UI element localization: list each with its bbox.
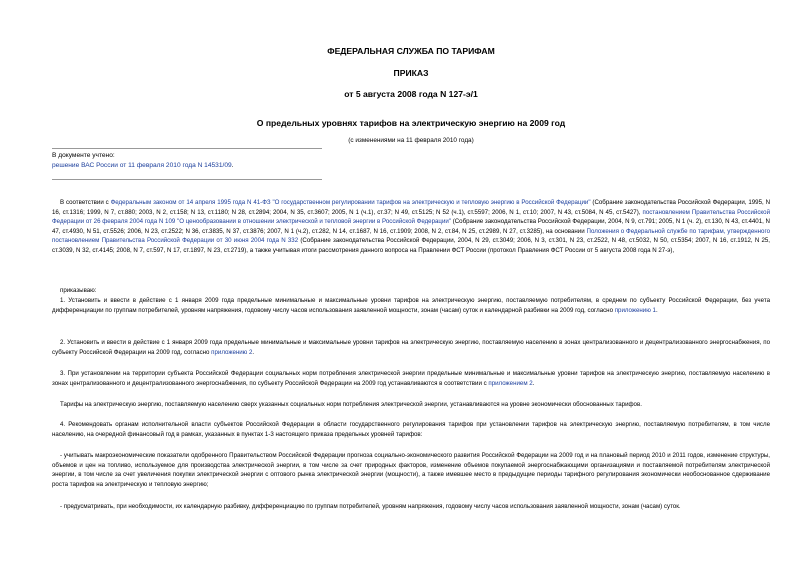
bullet-2-paragraph — [52, 502, 770, 512]
doc-date-number: от 5 августа 2008 года N 127-э/1 — [344, 89, 478, 99]
doc-type-heading: ПРИКАЗ — [393, 68, 429, 78]
item-2-end: . — [252, 348, 255, 356]
preamble-text-2: (Собрание законодательства Российской Федерации, 1995, N 16, ст.1316; 1999, N 7, ст.880; 2003, N 2, ст.158; N 13, ст.1180; N 28, ст.2894; 2004, N 35, ст.3607; 2005, N 1 (ч.1), ст.37; N 49, ст.5125; N 52 (ч.1), ст.5597; 2006, N 1, ст.10; 2007, N 43, ст.5084, N 45, ст.5427), — [52, 199, 771, 216]
item-3-text: 3. При установлении на территории субъекта Российской Федерации социальных норм потребления электрической энергии предельные минимальные и максимальные уровни тарифов на электрическую энергию, поставляемую населению в зонах централизованного и децентрализованного энергоснабжения, по субъекту Российской Федерации на 2009 год устанавливаются в соответствии с — [52, 370, 770, 387]
item-1-paragraph — [52, 296, 770, 315]
note-top-divider — [52, 148, 322, 149]
item-1-text: 1. Установить и ввести в действие с 1 января 2009 года предельные минимальные и максимальные уровни тарифов на электрическую энергию, поставляемую потребителям, в среднем по субъекту Российской Федерации, без учета дифференциации по группам потребителей, уровням напряжения, годовому числу часов использования заявленной мощности, зонам (часам) суток и календарной разбивки на 2009 год, согласно — [52, 297, 770, 314]
note-block — [52, 151, 322, 171]
appendix-1-link[interactable]: приложению 1 — [614, 306, 656, 314]
order-word-text: приказываю: — [60, 287, 97, 294]
government-resolution-link[interactable]: постановлением Правительства Российской Федерации от 26 февраля 2004 года N 109 "О ценообразовании в отношении электрической и тепловой энергии в Российской Федерации" — [52, 208, 771, 226]
note-bottom-divider — [52, 179, 322, 180]
bullet-1-paragraph — [52, 451, 770, 489]
item-2-paragraph — [52, 338, 770, 357]
note-end: . — [231, 162, 234, 169]
revision-note: (с изменениями на 11 февраля 2010 года) — [348, 137, 474, 144]
appendix-2-link-2[interactable]: приложением 2 — [488, 379, 533, 387]
preamble-text-4: (Собрание законодательства Российской Федерации, 2004, N 29, ст.3049; 2006, N 3, ст.301, N 23, ст.2522, N 48, ст.5032, N 50, ст.5354; 2007, N 16, ст.1912, N 25, ст.3039, N 32, ст.4145; 2008, N 7, ст.597, N 17, ст.1897, N 23, ст.2719), а также учитывая итоги рассмотрения данного вопроса на Правлении ФСТ России (протокол Правления ФСТ России от 5 августа 2008 года N 27-э), — [52, 237, 771, 254]
tariffs-paragraph — [52, 400, 770, 410]
preamble-paragraph — [52, 198, 770, 256]
tariffs-text: Тарифы на электрическую энергию, поставляемую населению сверх указанных социальных норм потребления электрической энергии, устанавливаются на уровне экономически обоснованных тарифов. — [60, 401, 642, 408]
item-4-paragraph — [52, 420, 770, 439]
note-label: В документе учтено: — [52, 152, 115, 159]
item-3-paragraph — [52, 369, 770, 388]
item-3-end: . — [532, 379, 535, 387]
note-link[interactable]: решение ВАС России от 11 февраля 2010 года N 14531/09 — [52, 162, 232, 169]
bullet-1-text: - учитывать макроэкономические показатели одобренного Правительством Российской Федерации прогноза социально-экономического развития Российской Федерации на 2009 год и на плановый период 2010 и 2011 годов, изменение структуры, объемов и цен на топливо, используемое для производства электрической энергии, в том числе за счет природных факторов, изменение объемов покупаемой энергоснабжающими организациями и поставляемой потребителям электрической энергии, в том числе за счет увеличения покупки электрической энергии с оптового рынка электрической энергии (мощности), а также имевшее место в предыдущие периоды тарифного регулирования экономически необоснованное сдерживание роста тарифов на электрическую и тепловую энергию; — [52, 452, 770, 488]
doc-title: О предельных уровнях тарифов на электрическую энергию на 2009 год — [256, 118, 566, 128]
fst-regulation-link[interactable]: Положения о Федеральной службе по тарифам, утвержденного постановлением Правительства Российской Федерации от 30 июня 2004 года N 332 — [52, 227, 770, 245]
bullet-2-text: - предусматривать, при необходимости, их календарную разбивку, дифференциацию по группам потребителей, уровням напряжения, годовому числу часов использования заявленной мощности, зонам (часам) суток. — [60, 503, 681, 510]
item-4-text: 4. Рекомендовать органам исполнительной власти субъектов Российской Федерации в области государственного регулирования тарифов при установлении тарифов на электрическую энергию, поставляемую потребителям, в том числе населению, на очередной финансовый год в рамках, указанных в пунктах 1-3 настоящего приказа предельных уровней тарифов: — [52, 421, 770, 438]
note-entry — [52, 161, 322, 171]
item-2-text: 2. Установить и ввести в действие с 1 января 2009 года предельные минимальные и максимальные уровни тарифов на электрическую энергию, поставляемую населению в зонах централизованного и децентрализованного энергоснабжения, по субъекту Российской Федерации на 2009 год, согласно — [52, 339, 770, 356]
preamble-text-3: (Собрание законодательства Российской Федерации, 2004, N 9, ст.791; 2005, N 1 (ч. 2), ст.130, N 43, ст.4401, N 47, ст.4930, N 51, ст.5526; 2006, N 23, ст.2522; N 36, ст.3835, N 37, ст.3876; 2007, N 1 (ч.2), ст.282, N 14, ст.1687, N 16, ст.1909; 2008, N 2, ст.84, N 25, ст.2989, N 27, ст.3285), на основании — [52, 218, 770, 235]
federal-law-link[interactable]: Федеральным законом от 14 апреля 1995 года N 41-ФЗ "О государственном регулировании тарифов на электрическую и тепловую энергию в Российской Федерации" — [110, 199, 591, 206]
appendix-2-link[interactable]: приложению 2 — [211, 348, 253, 356]
preamble-text-1: В соответствии с — [60, 199, 111, 206]
agency-heading: ФЕДЕРАЛЬНАЯ СЛУЖБА ПО ТАРИФАМ — [327, 46, 495, 56]
order-word — [52, 286, 770, 296]
item-1-end: . — [655, 306, 658, 314]
